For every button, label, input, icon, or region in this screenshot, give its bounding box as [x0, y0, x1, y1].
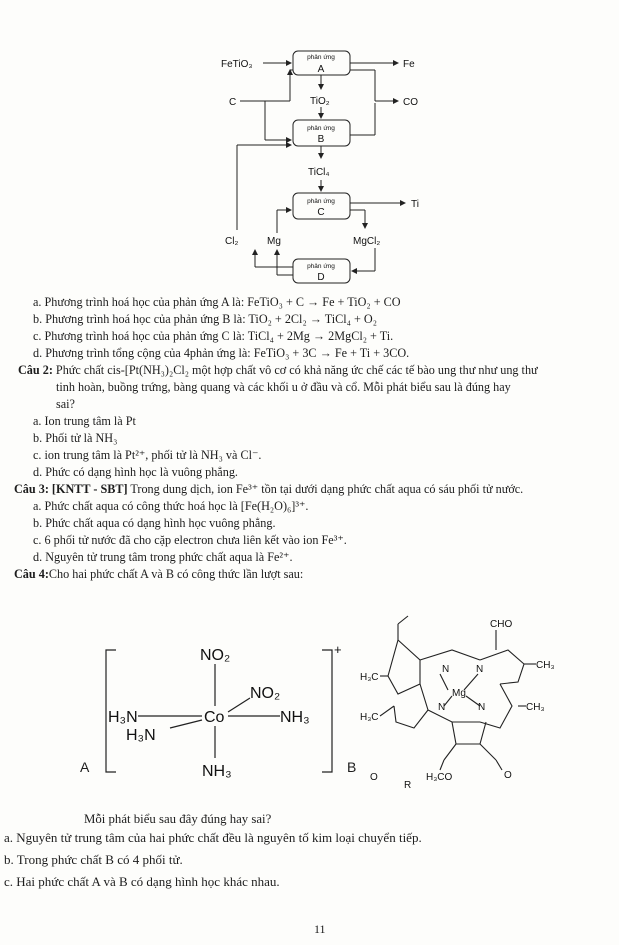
- reaction-a-letter: A: [317, 64, 325, 75]
- q3-option-b: b. Phức chất aqua có dạng hình học vuông phẳng.: [33, 516, 276, 530]
- q2-option-d: d. Phức có dạng hình học là vuông phẳng.: [33, 465, 238, 479]
- reaction-flow-diagram: [215, 45, 455, 285]
- complex-a-no2-top: NO₂: [200, 647, 231, 664]
- reaction-a-caption: phản ứng: [307, 54, 335, 61]
- q3-stem: [14, 482, 523, 496]
- c-label: C: [229, 97, 237, 108]
- complex-a-charge: +: [334, 642, 342, 657]
- ticl4-label: TiCl₄: [308, 167, 330, 178]
- complex-b-ch3-right-top: CH₃: [536, 660, 555, 671]
- complex-b-n-1: N: [442, 664, 450, 675]
- cl2-label: Cl₂: [225, 236, 239, 247]
- q1-option-c: c. Phương trình hoá học của phản ứng C là: TiCl₄ + 2Mg → 2MgCl₂ + Ti.: [33, 329, 394, 343]
- q1-option-d: d. Phương trình tổng cộng của 4phản ứng là: FeTiO₃ + 3C → Fe + Ti + 3CO.: [33, 346, 410, 360]
- complex-b-o-left: O: [370, 772, 378, 783]
- q2-stem-text: Phức chất cis-[Pt(NH₃)₂Cl₂ một hợp chất vô cơ có khả năng ức chế các tế bào ung thư như ung thư: [55, 363, 538, 377]
- q3-option-a: a. Phức chất aqua có công thức hoá học là [Fe(H₂O)₆]³⁺.: [33, 499, 309, 513]
- complex-b-o-right: O: [504, 770, 512, 781]
- q4-option-a: a. Nguyên tử trung tâm của hai phức chất đều là nguyên tố kim loại chuyển tiếp.: [4, 830, 422, 845]
- complex-b-h3c-top: H₃C: [360, 672, 379, 683]
- complex-b-n-4: N: [478, 702, 486, 713]
- fe-label: Fe: [403, 59, 415, 70]
- complex-b-mg: Mg: [452, 688, 466, 699]
- complex-a-h3n-left: H₃N: [108, 709, 138, 726]
- q1-option-b: b. Phương trình hoá học của phản ứng B là: TiO₂ + 2Cl₂ → TiCl₄ + O₂: [33, 312, 377, 326]
- complex-a-structure: [80, 640, 350, 780]
- reaction-d-letter: D: [317, 272, 325, 283]
- complex-a-no2-mid: NO₂: [250, 685, 281, 702]
- mg-label: Mg: [267, 236, 281, 247]
- q3-stem-text: Trong dung dịch, ion Fe³⁺ tồn tại dưới dạng phức chất aqua có sáu phối tử nước.: [127, 482, 524, 496]
- complex-b-h3co: H₃CO: [426, 772, 453, 783]
- q4-option-c: c. Hai phức chất A và B có dạng hình học khác nhau.: [4, 874, 280, 889]
- tio2-label: TiO₂: [310, 96, 330, 107]
- complex-a-co: Co: [204, 709, 225, 726]
- complex-b-h3c-mid: H₃C: [360, 712, 379, 723]
- complex-a-label: A: [80, 759, 90, 775]
- q2-stem-line1: [18, 363, 538, 377]
- complex-b-ch3-right: CH₃: [526, 702, 545, 713]
- complex-b-r: R: [404, 780, 412, 790]
- q4-prompt: Mỗi phát biểu sau đây đúng hay sai?: [84, 812, 272, 826]
- q4-stem-text: Cho hai phức chất A và B có công thức lần lượt sau:: [48, 567, 304, 581]
- reaction-d-caption: phản ứng: [307, 263, 335, 270]
- page-number: 11: [314, 922, 326, 936]
- complex-b-n-3: N: [438, 702, 446, 713]
- q2-option-c: c. ion trung tâm là Pt²⁺, phối tử là NH₃ và Cl⁻.: [33, 448, 262, 462]
- fetio3-label: FeTiO₃: [221, 59, 253, 70]
- complex-a-h3n-low: H₃N: [126, 727, 156, 744]
- q2-stem-line2: tinh hoàn, buồng trứng, bàng quang và các khối u ở đầu và cổ. Mỗi phát biểu sau là đúng hay: [56, 380, 511, 394]
- q4-label: Câu 4:: [14, 567, 49, 581]
- q2-stem-line3: sai?: [56, 397, 75, 411]
- complex-b-n-2: N: [476, 664, 484, 675]
- q4-stem: [14, 567, 303, 581]
- q2-label: Câu 2:: [18, 363, 53, 377]
- q3-label: Câu 3: [KNTT - SBT]: [14, 482, 128, 496]
- complex-b-label: B: [347, 759, 357, 775]
- q2-option-b: b. Phối tử là NH₃: [33, 431, 118, 445]
- complex-b-structure: [340, 610, 570, 790]
- complex-a-nh3-right: NH₃: [280, 709, 310, 726]
- complex-b-cho: CHO: [490, 619, 513, 630]
- reaction-b-caption: phản ứng: [307, 125, 335, 132]
- reaction-c-letter: C: [317, 207, 325, 218]
- reaction-b-letter: B: [317, 134, 325, 145]
- q3-option-c: c. 6 phối tử nước đã cho cặp electron chưa liên kết vào ion Fe³⁺.: [33, 533, 347, 547]
- mgcl2-label: MgCl₂: [353, 236, 381, 247]
- complex-a-nh3-bottom: NH₃: [202, 763, 232, 780]
- co-label: CO: [403, 97, 418, 108]
- q1-option-a: a. Phương trình hoá học của phản ứng A là: FeTiO₃ + C → Fe + TiO₂ + CO: [33, 295, 401, 309]
- q3-option-d: d. Nguyên tử trung tâm trong phức chất aqua là Fe²⁺.: [33, 550, 293, 564]
- q2-option-a: a. Ion trung tâm là Pt: [33, 414, 136, 428]
- ti-label: Ti: [411, 199, 419, 210]
- reaction-c-caption: phản ứng: [307, 198, 335, 205]
- q4-option-b: b. Trong phức chất B có 4 phối tử.: [4, 852, 183, 867]
